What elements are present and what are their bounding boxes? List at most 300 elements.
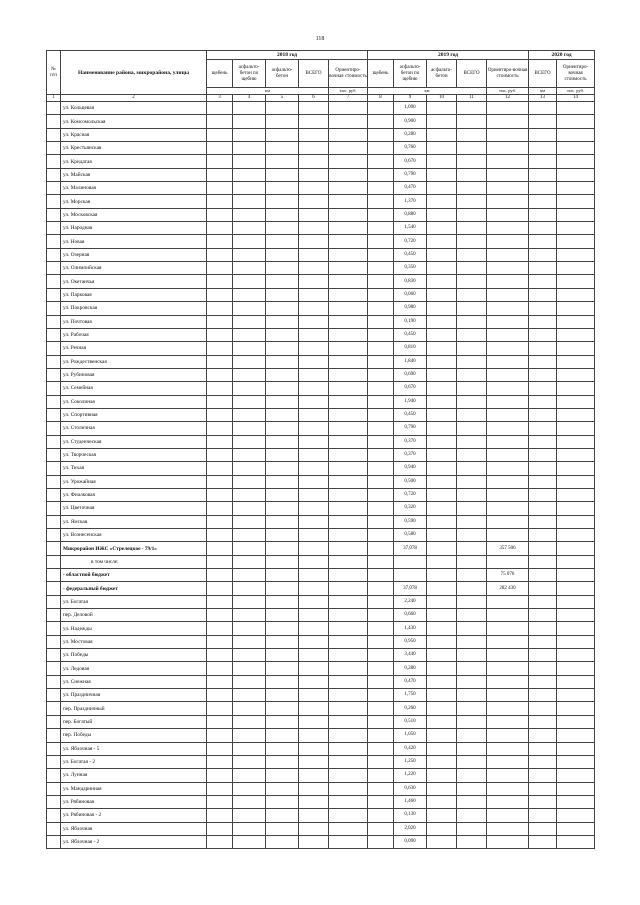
empty-cell: [299, 702, 329, 715]
cost-2019: [487, 529, 529, 542]
empty-cell: [207, 822, 233, 835]
street-name: ул. Столичная: [61, 422, 207, 435]
empty-cell: [457, 288, 487, 301]
empty-cell: [427, 689, 457, 702]
empty-cell: [207, 448, 233, 461]
table-row: [47, 795, 595, 808]
empty-cell: [457, 502, 487, 515]
empty-cell: [557, 168, 595, 181]
cost-2019: [487, 208, 529, 221]
empty-cell: [557, 595, 595, 608]
street-name: - федеральный бюджет: [61, 582, 207, 595]
empty-cell: [368, 475, 394, 488]
unit-km-2018: км: [207, 88, 329, 95]
empty-cell: [47, 729, 61, 742]
empty-cell: [427, 368, 457, 381]
cost-2019: [487, 488, 529, 501]
empty-cell: [207, 248, 233, 261]
empty-cell: [529, 235, 557, 248]
empty-cell: [207, 395, 233, 408]
empty-cell: [47, 542, 61, 555]
empty-cell: [557, 822, 595, 835]
asphalt-gravel-2019-km: 0,690: [394, 368, 427, 381]
empty-cell: [329, 288, 368, 301]
asphalt-gravel-2019-km: 1,540: [394, 222, 427, 235]
empty-cell: [557, 609, 595, 622]
empty-cell: [329, 529, 368, 542]
empty-cell: [299, 742, 329, 755]
empty-cell: [299, 769, 329, 782]
year-2018-header: 2018 год: [207, 51, 368, 60]
empty-cell: [557, 195, 595, 208]
empty-cell: [233, 502, 266, 515]
cost-2019: [487, 115, 529, 128]
empty-cell: [207, 355, 233, 368]
cost-2019: [487, 142, 529, 155]
empty-cell: [427, 128, 457, 141]
empty-cell: [47, 155, 61, 168]
empty-cell: [368, 288, 394, 301]
empty-cell: [368, 435, 394, 448]
empty-cell: [529, 248, 557, 261]
empty-cell: [368, 569, 394, 582]
empty-cell: [329, 115, 368, 128]
empty-cell: [266, 422, 299, 435]
empty-cell: [457, 715, 487, 728]
table-row: [47, 622, 595, 635]
empty-cell: [299, 662, 329, 675]
empty-cell: [529, 689, 557, 702]
empty-cell: [207, 102, 233, 115]
empty-cell: [368, 715, 394, 728]
empty-cell: [207, 715, 233, 728]
empty-cell: [427, 835, 457, 848]
empty-cell: [427, 569, 457, 582]
empty-cell: [233, 835, 266, 848]
empty-cell: [329, 435, 368, 448]
empty-cell: [329, 248, 368, 261]
empty-cell: [427, 515, 457, 528]
empty-cell: [368, 795, 394, 808]
cost-2019: [487, 515, 529, 528]
col-number: 13: [529, 95, 557, 102]
empty-cell: [47, 702, 61, 715]
empty-cell: [557, 809, 595, 822]
empty-cell: [427, 435, 457, 448]
cost-2019: [487, 155, 529, 168]
empty-cell: [329, 315, 368, 328]
empty-cell: [266, 622, 299, 635]
table-row: [47, 208, 595, 221]
empty-cell: [368, 102, 394, 115]
empty-cell: [233, 582, 266, 595]
empty-cell: [368, 382, 394, 395]
empty-cell: [329, 488, 368, 501]
street-name: ул. Речная: [61, 342, 207, 355]
empty-cell: [47, 529, 61, 542]
empty-cell: [457, 328, 487, 341]
empty-cell: [266, 248, 299, 261]
street-name: ул. Рождественская: [61, 355, 207, 368]
empty-cell: [299, 462, 329, 475]
empty-cell: [457, 622, 487, 635]
empty-cell: [299, 675, 329, 688]
empty-cell: [47, 475, 61, 488]
asphalt-gravel-2019-km: 2,240: [394, 595, 427, 608]
empty-cell: [47, 635, 61, 648]
asphalt-gravel-2019-km: 0,790: [394, 168, 427, 181]
empty-cell: [557, 795, 595, 808]
empty-cell: [207, 622, 233, 635]
empty-cell: [299, 142, 329, 155]
empty-cell: [266, 635, 299, 648]
empty-cell: [427, 742, 457, 755]
empty-cell: [233, 395, 266, 408]
cost-2019: [487, 622, 529, 635]
street-name: ул. Крестьянская: [61, 142, 207, 155]
empty-cell: [47, 102, 61, 115]
empty-cell: [427, 382, 457, 395]
empty-cell: [457, 515, 487, 528]
empty-cell: [47, 595, 61, 608]
empty-cell: [47, 835, 61, 848]
empty-cell: [529, 408, 557, 421]
asphalt-gravel-2019-km: 0,470: [394, 675, 427, 688]
table-row: [47, 755, 595, 768]
street-name: ул. Фиалковая: [61, 488, 207, 501]
empty-cell: [266, 435, 299, 448]
year-2019-header: 2019 год: [368, 51, 529, 60]
cost-2019: [487, 502, 529, 515]
empty-cell: [557, 182, 595, 195]
empty-cell: [427, 342, 457, 355]
street-name: ул. Урожайная: [61, 475, 207, 488]
empty-cell: [529, 595, 557, 608]
cost-2019: [487, 302, 529, 315]
asphalt-gravel-2019-km: 1,940: [394, 395, 427, 408]
empty-cell: [299, 622, 329, 635]
empty-cell: [557, 742, 595, 755]
empty-cell: [557, 302, 595, 315]
empty-cell: [457, 248, 487, 261]
empty-cell: [529, 382, 557, 395]
empty-cell: [368, 675, 394, 688]
table-row: [47, 529, 595, 542]
empty-cell: [457, 102, 487, 115]
empty-cell: [329, 475, 368, 488]
empty-cell: [557, 835, 595, 848]
street-name: ул. Рябиновая: [61, 795, 207, 808]
empty-cell: [529, 302, 557, 315]
street-name: ул. Рубиновая: [61, 368, 207, 381]
empty-cell: [233, 662, 266, 675]
empty-cell: [557, 488, 595, 501]
empty-cell: [427, 529, 457, 542]
empty-cell: [368, 809, 394, 822]
empty-cell: [233, 635, 266, 648]
cost-2019: [487, 355, 529, 368]
street-name: ул. Ямская: [61, 515, 207, 528]
empty-cell: [529, 822, 557, 835]
empty-cell: [329, 502, 368, 515]
empty-cell: [207, 342, 233, 355]
empty-cell: [457, 809, 487, 822]
empty-cell: [266, 689, 299, 702]
empty-cell: [557, 408, 595, 421]
empty-cell: [529, 662, 557, 675]
empty-cell: [266, 475, 299, 488]
empty-cell: [329, 382, 368, 395]
empty-cell: [329, 729, 368, 742]
table-row: [47, 475, 595, 488]
empty-cell: [47, 675, 61, 688]
empty-cell: [47, 502, 61, 515]
empty-cell: [427, 755, 457, 768]
table-row: [47, 662, 595, 675]
empty-cell: [207, 475, 233, 488]
empty-cell: [557, 729, 595, 742]
street-name: ул. Ледовая: [61, 662, 207, 675]
empty-cell: [299, 755, 329, 768]
street-name: ул. Снежная: [61, 675, 207, 688]
empty-cell: [368, 529, 394, 542]
empty-cell: [233, 435, 266, 448]
empty-cell: [457, 422, 487, 435]
empty-cell: [329, 689, 368, 702]
empty-cell: [557, 275, 595, 288]
table-row: [47, 835, 595, 848]
cost-2019: [487, 689, 529, 702]
empty-cell: [266, 609, 299, 622]
empty-cell: [457, 382, 487, 395]
empty-cell: [233, 248, 266, 261]
empty-cell: [368, 208, 394, 221]
empty-cell: [368, 649, 394, 662]
empty-cell: [207, 515, 233, 528]
street-name: ул. Тихая: [61, 462, 207, 475]
empty-cell: [47, 168, 61, 181]
column-numbers-row: [47, 95, 595, 102]
empty-cell: [47, 395, 61, 408]
asphalt-gravel-2019-km: 0,450: [394, 248, 427, 261]
empty-cell: [233, 542, 266, 555]
asphalt-gravel-2019-km: 1,840: [394, 355, 427, 368]
table-row: [47, 502, 595, 515]
empty-cell: [457, 582, 487, 595]
empty-cell: [299, 288, 329, 301]
empty-cell: [427, 609, 457, 622]
asphalt-gravel-2019-km: 37,078: [394, 582, 427, 595]
empty-cell: [299, 395, 329, 408]
year-2020-header: 2020 год: [529, 51, 595, 60]
asphalt-gravel-2019-km: 0,810: [394, 342, 427, 355]
asphalt-gravel-2019-km: 0,510: [394, 715, 427, 728]
empty-cell: [557, 155, 595, 168]
empty-cell: [529, 368, 557, 381]
empty-cell: [266, 182, 299, 195]
empty-cell: [266, 382, 299, 395]
cost-2019: [487, 635, 529, 648]
empty-cell: [47, 822, 61, 835]
empty-cell: [557, 675, 595, 688]
asphalt-gravel-2019-km: 0,790: [394, 422, 427, 435]
empty-cell: [427, 248, 457, 261]
asphalt-gravel-2019-km: 0,260: [394, 702, 427, 715]
empty-cell: [47, 115, 61, 128]
empty-cell: [299, 782, 329, 795]
empty-cell: [457, 302, 487, 315]
empty-cell: [457, 275, 487, 288]
empty-cell: [299, 235, 329, 248]
empty-cell: [207, 462, 233, 475]
table-row: [47, 235, 595, 248]
empty-cell: [529, 102, 557, 115]
empty-cell: [47, 462, 61, 475]
cost-2019: [487, 809, 529, 822]
empty-cell: [299, 569, 329, 582]
empty-cell: [329, 702, 368, 715]
empty-cell: [529, 448, 557, 461]
street-name: ул. Рабочая: [61, 328, 207, 341]
cost-2019: [487, 395, 529, 408]
empty-cell: [299, 635, 329, 648]
empty-cell: [233, 315, 266, 328]
empty-cell: [233, 382, 266, 395]
table-row: [47, 368, 595, 381]
empty-cell: [529, 635, 557, 648]
table-row: [47, 408, 595, 421]
empty-cell: [47, 809, 61, 822]
empty-cell: [233, 155, 266, 168]
cost-2019: [487, 475, 529, 488]
empty-cell: [207, 782, 233, 795]
empty-cell: [557, 128, 595, 141]
empty-cell: [557, 475, 595, 488]
empty-cell: [266, 115, 299, 128]
empty-cell: [207, 235, 233, 248]
empty-cell: [427, 422, 457, 435]
cost-2019: [487, 675, 529, 688]
empty-cell: [557, 368, 595, 381]
street-name: ул. Покровская: [61, 302, 207, 315]
empty-cell: [529, 435, 557, 448]
unit-km-2019: км: [368, 88, 487, 95]
street-name: пер. Деловой: [61, 609, 207, 622]
empty-cell: [427, 542, 457, 555]
empty-cell: [266, 782, 299, 795]
empty-cell: [266, 769, 299, 782]
empty-cell: [233, 288, 266, 301]
h2019-gravel: щебень: [368, 60, 394, 88]
empty-cell: [266, 729, 299, 742]
empty-cell: [457, 462, 487, 475]
cost-2019: [487, 102, 529, 115]
empty-cell: [427, 555, 457, 568]
empty-cell: [207, 368, 233, 381]
street-name: ул. Морская: [61, 195, 207, 208]
empty-cell: [299, 488, 329, 501]
asphalt-gravel-2019-km: 0,670: [394, 155, 427, 168]
empty-cell: [47, 689, 61, 702]
empty-cell: [329, 715, 368, 728]
empty-cell: [457, 448, 487, 461]
street-name: ул. Олимпийская: [61, 262, 207, 275]
empty-cell: [266, 662, 299, 675]
empty-cell: [299, 555, 329, 568]
asphalt-gravel-2019-km: 1,460: [394, 795, 427, 808]
empty-cell: [368, 448, 394, 461]
h2019-asphalt-gravel: асфальто-бетон по щебню: [394, 60, 427, 88]
empty-cell: [368, 275, 394, 288]
street-name: пер. Победы: [61, 729, 207, 742]
asphalt-gravel-2019-km: 0,090: [394, 835, 427, 848]
empty-cell: [368, 128, 394, 141]
empty-cell: [266, 222, 299, 235]
empty-cell: [266, 342, 299, 355]
table-row: [47, 275, 595, 288]
table-row: [47, 342, 595, 355]
asphalt-gravel-2019-km: 1,050: [394, 729, 427, 742]
empty-cell: [47, 555, 61, 568]
empty-cell: [368, 422, 394, 435]
asphalt-gravel-2019-km: 0,760: [394, 142, 427, 155]
empty-cell: [266, 809, 299, 822]
empty-cell: [529, 622, 557, 635]
empty-cell: [47, 488, 61, 501]
empty-cell: [233, 515, 266, 528]
table-row: [47, 742, 595, 755]
empty-cell: [329, 795, 368, 808]
table-row: [47, 822, 595, 835]
table-row: [47, 609, 595, 622]
cost-2019: 282 430: [487, 582, 529, 595]
table-row: [47, 649, 595, 662]
asphalt-gravel-2019-km: [394, 555, 427, 568]
cost-2019: [487, 262, 529, 275]
asphalt-gravel-2019-km: 1,370: [394, 195, 427, 208]
empty-cell: [368, 235, 394, 248]
empty-cell: [457, 662, 487, 675]
cost-2019: [487, 822, 529, 835]
empty-cell: [233, 702, 266, 715]
cost-2019: [487, 769, 529, 782]
empty-cell: [427, 662, 457, 675]
empty-cell: [207, 435, 233, 448]
empty-cell: [557, 235, 595, 248]
asphalt-gravel-2019-km: 1,430: [394, 622, 427, 635]
empty-cell: [207, 809, 233, 822]
empty-cell: [427, 702, 457, 715]
empty-cell: [427, 328, 457, 341]
h2020-total: ВСЕГО: [529, 60, 557, 88]
empty-cell: [427, 168, 457, 181]
empty-cell: [47, 382, 61, 395]
empty-cell: [427, 355, 457, 368]
empty-cell: [529, 755, 557, 768]
table-row: [47, 182, 595, 195]
empty-cell: [266, 755, 299, 768]
empty-cell: [299, 275, 329, 288]
empty-cell: [233, 222, 266, 235]
asphalt-gravel-2019-km: 0,450: [394, 408, 427, 421]
asphalt-gravel-2019-km: 1,220: [394, 769, 427, 782]
empty-cell: [457, 128, 487, 141]
h2018-cost: Ориентиро-вочная стоимость: [329, 60, 368, 88]
street-name: ул. Спортивная: [61, 408, 207, 421]
cost-2019: [487, 742, 529, 755]
empty-cell: [207, 115, 233, 128]
empty-cell: [266, 235, 299, 248]
